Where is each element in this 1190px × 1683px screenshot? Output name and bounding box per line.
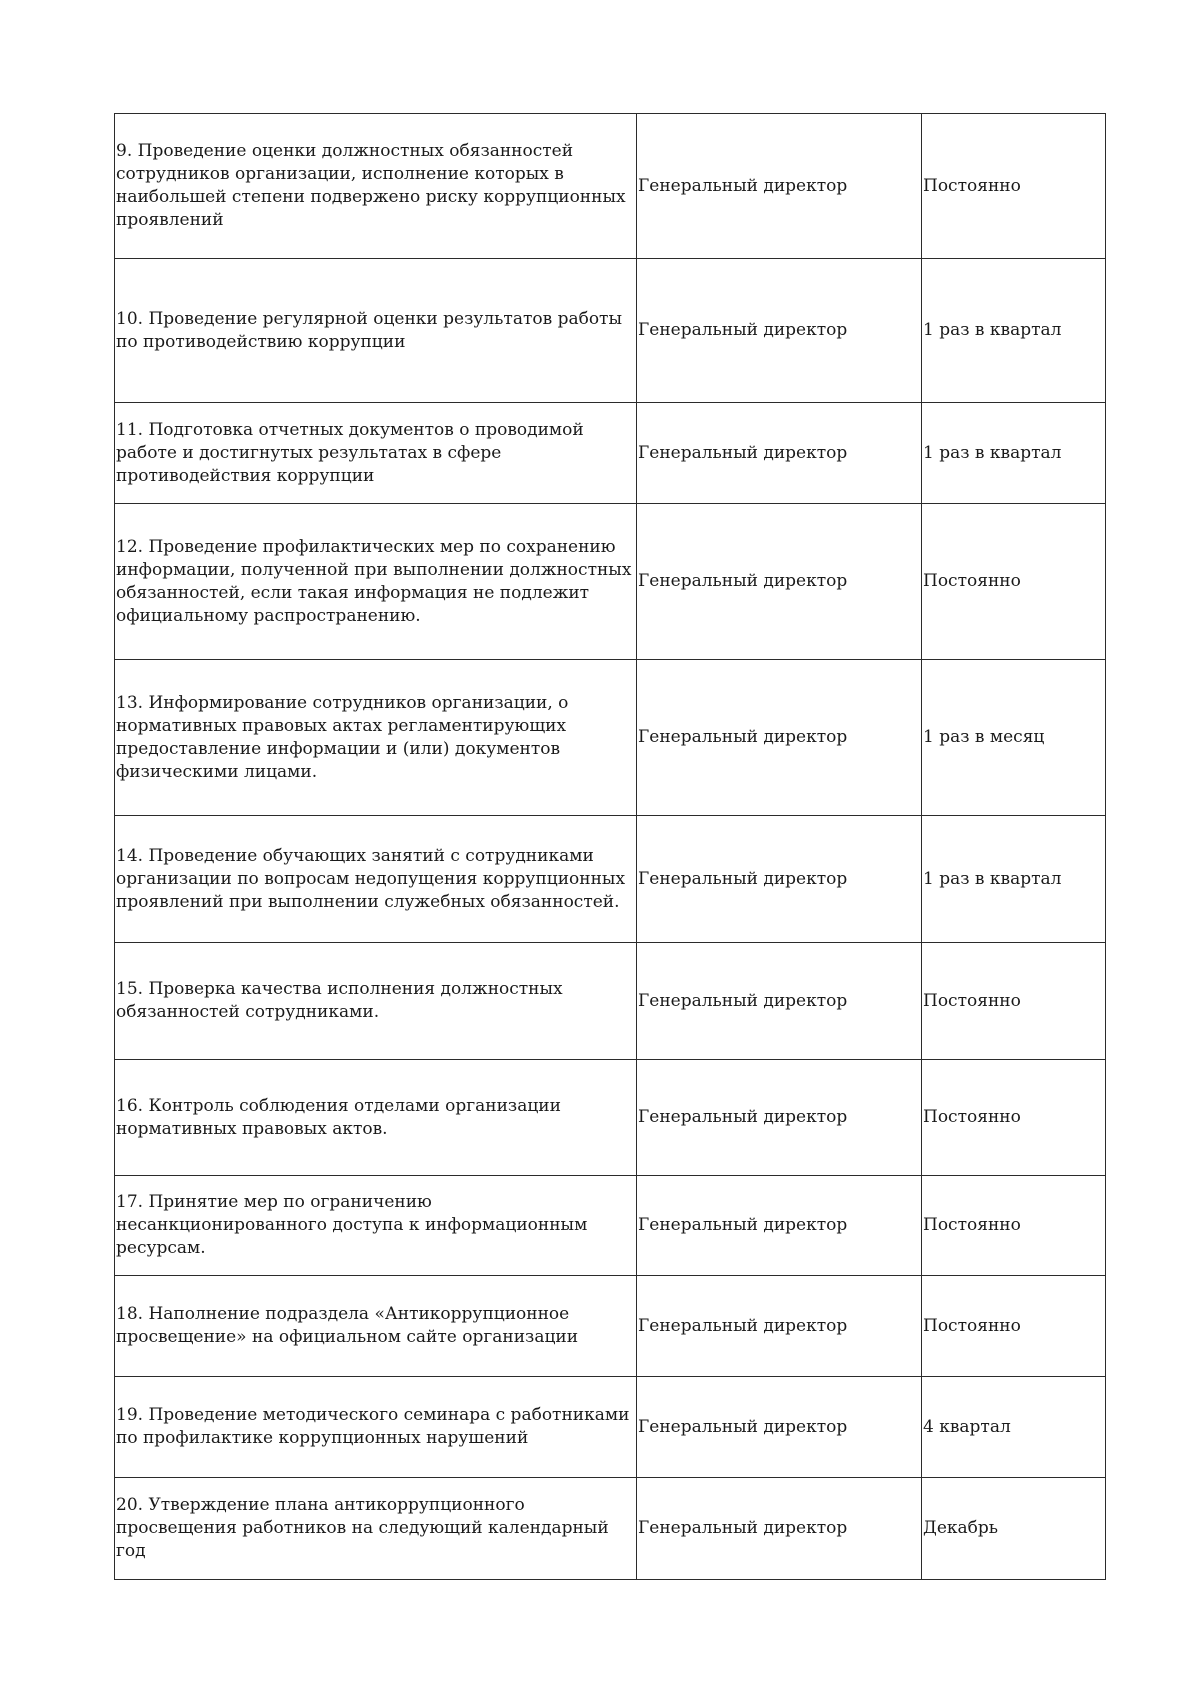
deadline-cell: Постоянно [922, 114, 1106, 259]
measure-cell: 17. Принятие мер по ограничению несанкционированного доступа к информационным ресурсам. [115, 1176, 637, 1276]
deadline-cell: 4 квартал [922, 1377, 1106, 1478]
responsible-cell: Генеральный директор [637, 259, 922, 403]
measure-cell: 19. Проведение методического семинара с работниками по профилактике коррупционных нарушений [115, 1377, 637, 1478]
table-row [115, 660, 1106, 816]
responsible-cell: Генеральный директор [637, 1176, 922, 1276]
responsible-cell: Генеральный директор [637, 660, 922, 816]
anti-corruption-plan-table [114, 113, 1106, 1580]
table-row [115, 504, 1106, 660]
measure-cell: 14. Проведение обучающих занятий с сотрудниками организации по вопросам недопущения коррупционных проявлений при выполнении служебных обязанностей. [115, 816, 637, 943]
deadline-cell: 1 раз в месяц [922, 660, 1106, 816]
measure-cell: 9. Проведение оценки должностных обязанностей сотрудников организации, исполнение которых в наибольшей степени подвержено риску коррупционных проявлений [115, 114, 637, 259]
deadline-cell: 1 раз в квартал [922, 259, 1106, 403]
table-row [115, 1377, 1106, 1478]
table-row [115, 1276, 1106, 1377]
deadline-cell: Постоянно [922, 943, 1106, 1060]
table-row [115, 1176, 1106, 1276]
responsible-cell: Генеральный директор [637, 114, 922, 259]
responsible-cell: Генеральный директор [637, 816, 922, 943]
measure-cell: 15. Проверка качества исполнения должностных обязанностей сотрудниками. [115, 943, 637, 1060]
deadline-cell: Декабрь [922, 1478, 1106, 1580]
measure-cell: 18. Наполнение подраздела «Антикоррупционное просвещение» на официальном сайте организации [115, 1276, 637, 1377]
table-row [115, 114, 1106, 259]
responsible-cell: Генеральный директор [637, 504, 922, 660]
responsible-cell: Генеральный директор [637, 1276, 922, 1377]
deadline-cell: 1 раз в квартал [922, 403, 1106, 504]
table-row [115, 1478, 1106, 1580]
table-row [115, 259, 1106, 403]
table-row [115, 943, 1106, 1060]
measure-cell: 10. Проведение регулярной оценки результатов работы по противодействию коррупции [115, 259, 637, 403]
measure-cell: 13. Информирование сотрудников организации, о нормативных правовых актах регламентирующих предоставление информации и (или) документов физическими лицами. [115, 660, 637, 816]
measure-cell: 20. Утверждение плана антикоррупционного просвещения работников на следующий календарный год [115, 1478, 637, 1580]
table-row [115, 816, 1106, 943]
responsible-cell: Генеральный директор [637, 1060, 922, 1176]
responsible-cell: Генеральный директор [637, 1478, 922, 1580]
deadline-cell: 1 раз в квартал [922, 816, 1106, 943]
responsible-cell: Генеральный директор [637, 943, 922, 1060]
deadline-cell: Постоянно [922, 1060, 1106, 1176]
responsible-cell: Генеральный директор [637, 1377, 922, 1478]
measure-cell: 16. Контроль соблюдения отделами организации нормативных правовых актов. [115, 1060, 637, 1176]
measure-cell: 11. Подготовка отчетных документов о проводимой работе и достигнутых результатах в сфере противодействия коррупции [115, 403, 637, 504]
measure-cell: 12. Проведение профилактических мер по сохранению информации, полученной при выполнении должностных обязанностей, если такая информация не подлежит официальному распространению. [115, 504, 637, 660]
table-row [115, 403, 1106, 504]
deadline-cell: Постоянно [922, 1276, 1106, 1377]
deadline-cell: Постоянно [922, 1176, 1106, 1276]
table-row [115, 1060, 1106, 1176]
responsible-cell: Генеральный директор [637, 403, 922, 504]
deadline-cell: Постоянно [922, 504, 1106, 660]
